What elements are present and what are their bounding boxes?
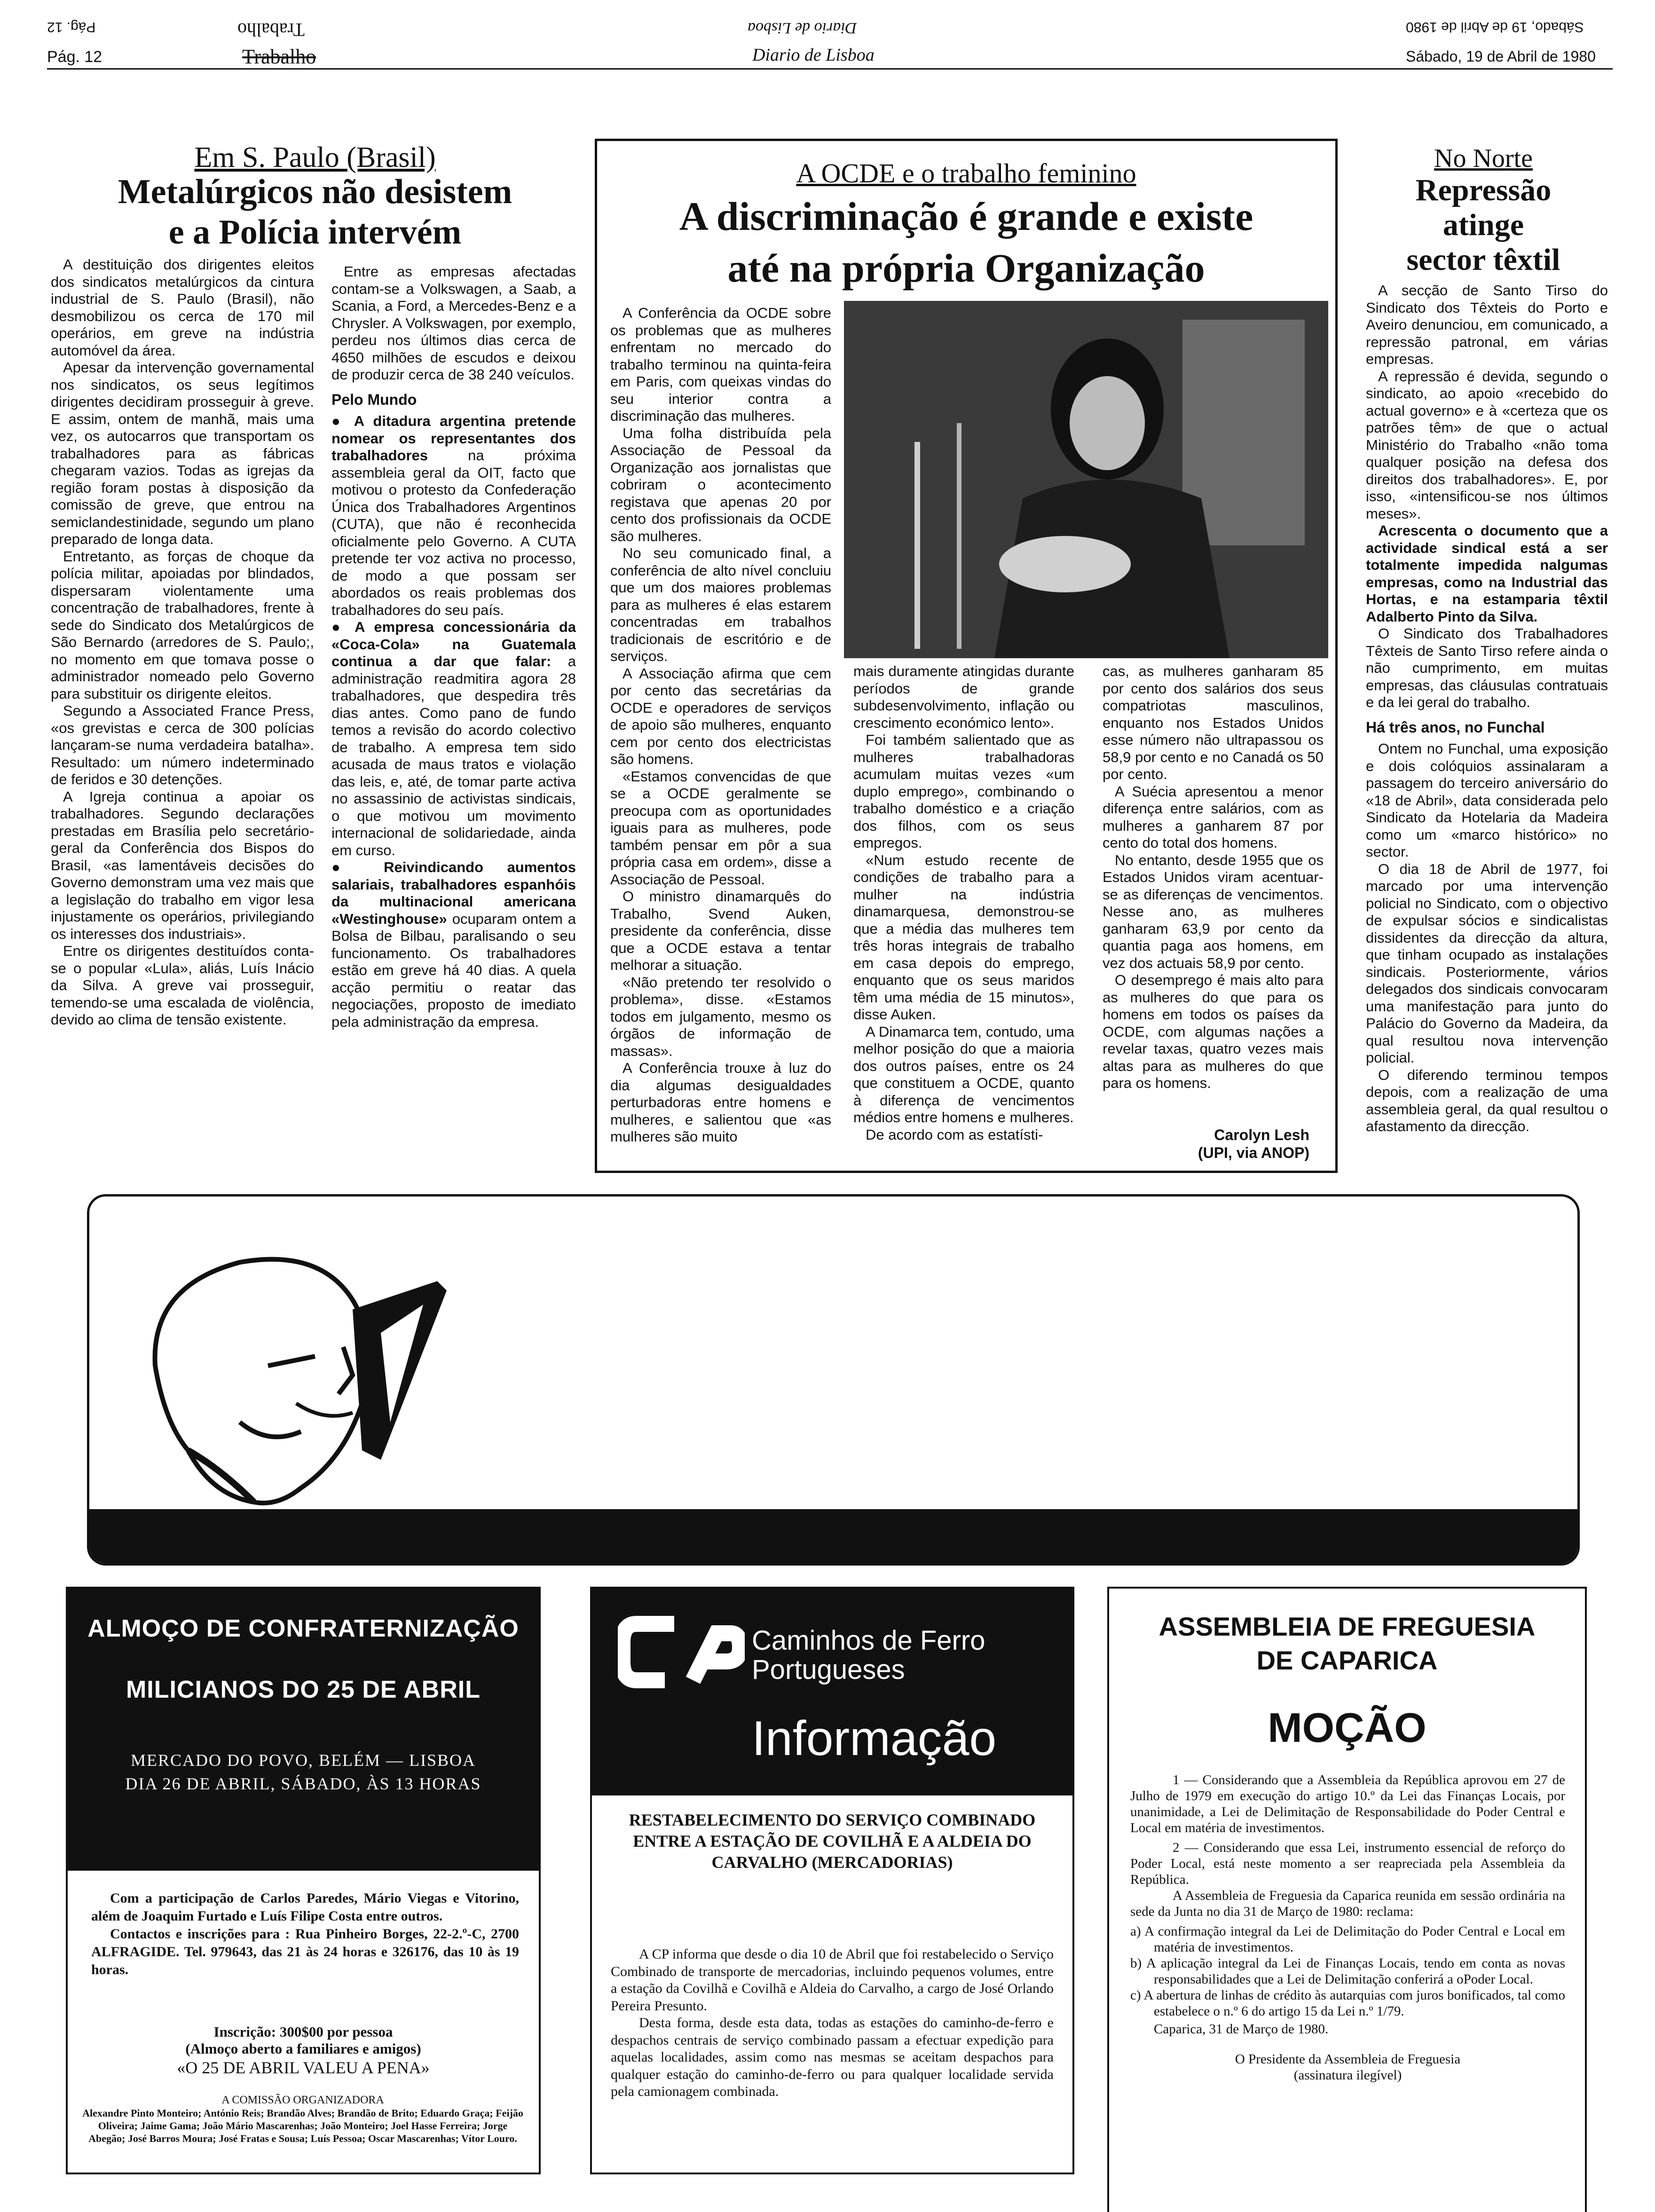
caparica-title-line1: ASSEMBLEIA DE FREGUESIA	[1158, 1612, 1536, 1641]
almoco-price-note: (Almoço aberto a familiares e amigos)	[185, 2040, 421, 2057]
paragraph: No seu comunicado final, a conferência de alto nível concluiu que um dos maiores problemas para as mulheres é elas estarem concentradas em trabalhos tradicionais de escritório e de serviços.	[610, 545, 831, 664]
article-title-line1: A discriminação é grande e existe	[679, 194, 1253, 239]
caparica-paragraph: A Assembleia de Freguesia da Caparica reunida em sessão ordinária na sede da Junta no dia 31 de Março de 1980: reclama:	[1130, 1888, 1565, 1919]
article-kicker: No Norte	[1434, 144, 1533, 173]
article-body-col1	[610, 305, 831, 1165]
mirror-paper: Diario de Lisboa	[748, 19, 857, 37]
paragraph: mais duramente atingidas durante períodos de grande subdesenvolvimento, inflação ou crescimento económico lento».	[853, 663, 1074, 731]
page-header	[0, 0, 1655, 80]
article-title-line3: sector têxtil	[1406, 243, 1560, 277]
paper-name: Diario de Lisboa	[752, 45, 875, 65]
article-title	[602, 190, 1331, 294]
almoco-place-line2: DIA 26 DE ABRIL, SÁBADO, ÀS 13 HORAS	[125, 1774, 481, 1793]
mirror-section: Trabalho	[237, 19, 305, 40]
caparica-title	[1109, 1610, 1585, 1677]
news-item-body: na próxima assembleia geral da OIT, facto que motivou o protesto da Confederação Única dos Trabalhadores Argentinos (CUTA), que não é reconhecida oficialmente pelo Governo. A CUTA pretende ter voz activa no processo, de modo a que possam ser abordados os reais problemas dos trabalhadores do seu país.	[331, 447, 576, 618]
paragraph: O desemprego é mais alto para as mulheres do que para os homens em todos os países da OCDE, com algumas nações a revelar taxas, quatro vezes mais altas para as mulheres do que para os homens.	[1103, 972, 1324, 1091]
news-item	[331, 619, 576, 859]
article-body	[1366, 282, 1608, 1185]
caparica-date: Caparica, 31 de Março de 1980.	[1154, 2022, 1329, 2037]
article-body-col1	[51, 256, 314, 1173]
caparica-signature	[1130, 2051, 1565, 2083]
caparica-item: b) A aplicação integral da Lei de Finanças Locais, tendo em conta as novas responsabilidades que a Lei de Delimitação conferirá a oPoder Local.	[1130, 1956, 1565, 1987]
signature-title: O Presidente da Assembleia de Freguesia	[1235, 2052, 1461, 2067]
page-label: Pág. 12	[47, 48, 102, 66]
almoco-title: ALMOÇO DE CONFRATERNIZAÇÃO	[87, 1615, 519, 1642]
paragraph: A secção de Santo Tirso do Sindicato dos Têxteis do Porto e Aveiro denunciou, em comunicado, a repressão patronal, em várias empresas.	[1366, 282, 1608, 367]
section-label: Trabalho	[242, 45, 316, 68]
almoco-ad	[66, 1587, 541, 2174]
news-item	[331, 859, 576, 1031]
paragraph: Uma folha distribuída pela Associação de Pessoal da Organização aos jornalistas que cobriram o acontecimento registava que apenas 20 por cento dos profissionais da OCDE são mulheres.	[610, 425, 831, 544]
almoco-place	[68, 1748, 539, 1795]
paragraph: Acrescenta o documento que a actividade sindical está a ser totalmente impedida nalgumas empresas, como na Industrial das Hortas, e na estamparia têxtil Adalberto Pinto da Silva.	[1366, 522, 1608, 625]
cp-headline: RESTABELECIMENTO DO SERVIÇO COMBINADO ENTRE A ESTAÇÃO DE COVILHÃ E A ALDEIA DO CARVALHO (MERCADORIAS)	[629, 1811, 1036, 1872]
mirror-page-label: Pág. 12	[47, 19, 96, 35]
paragraph: Entre os dirigentes destituídos conta-se o popular «Lula», aliás, Luís Inácio da Silva. A greve vai prosseguir, temendo-se uma escalada de violência, devido ao clima de tensão existente.	[51, 943, 314, 1028]
almoco-slogan: «O 25 DE ABRIL VALEU A PENA»	[177, 2058, 430, 2077]
paragraph: A Suécia apresentou a menor diferença entre salários, com as mulheres a ganharem 87 por cento do total dos homens.	[1103, 783, 1324, 851]
article-body-col2	[853, 663, 1074, 1166]
byline	[1103, 1126, 1309, 1162]
article-title-line1: Repressão	[1415, 173, 1552, 207]
news-item	[331, 413, 576, 619]
almoco-place-line1: MERCADO DO POVO, BELÉM — LISBOA	[130, 1751, 476, 1770]
news-item-body: ocuparam ontem a Bolsa de Bilbau, paralisando o seu funcionamento. Os trabalhadores estão em greve há 40 dias. A quela acção permitiu o reatar das negociações, proposto de imediato pela administração da empresa.	[331, 910, 576, 1030]
cp-name-line2: Portugueses	[752, 1654, 905, 1685]
cp-name-line1: Caminhos de Ferro	[752, 1625, 985, 1656]
paragraph: Apesar da intervenção governamental nos sindicatos, os seus legítimos dirigentes decidiram prosseguir à greve. E assim, ontem de manhã, mais uma vez, os autocarros que transportam os trabalhadores para as fábricas chegaram vazios. Todas as igrejas da região foram postas à disposição da comissão de greve, que entrou na semiclandestinidade, segundo um plano preparado de longa data.	[51, 359, 314, 547]
cp-info-title: Informação	[752, 1711, 997, 1766]
lenine-ad	[87, 1194, 1580, 1566]
paragraph: O ministro dinamarquês do Trabalho, Svend Auken, presidente da conferência, disse que a OCDE estava a tentar melhorar a situação.	[610, 888, 831, 973]
paragraph: A destituição dos dirigentes eleitos dos sindicatos metalúrgicos da cintura industrial de S. Paulo (Brasil), não desmobilizou os cerca de 170 mil operários, em greve na indústria automóvel da área.	[51, 256, 314, 359]
paragraph: A Conferência da OCDE sobre os problemas que as mulheres enfrentam no mercado do trabalho terminou na quinta-feira em Paris, com queixas vindas do seu interior contra a discriminação das mulheres.	[610, 305, 831, 424]
article-title-line2: até na própria Organização	[727, 245, 1205, 291]
article-kicker: Em S. Paulo (Brasil)	[194, 142, 436, 173]
caparica-title-line2: DE CAPARICA	[1256, 1645, 1438, 1675]
header-rule	[47, 68, 1613, 70]
lenine-footer-bar	[89, 1509, 1577, 1566]
almoco-committee	[82, 2094, 524, 2145]
almoco-inscricao	[68, 2023, 539, 2076]
paragraph: cas, as mulheres ganharam 85 por cento dos salários dos seus compatriotas masculinos, enquanto nos Estados Unidos esse número não ultrapassou os 58,9 por cento e no Canadá os 50 por cento.	[1103, 663, 1324, 782]
paragraph: O diferendo terminou tempos depois, com a realização de uma assembleia geral, da qual resultou o afastamento da direcção.	[1366, 1066, 1608, 1134]
mirror-date: Sábado, 19 de Abril de 1980	[1406, 19, 1584, 35]
byline-source: (UPI, via ANOP)	[1198, 1144, 1309, 1161]
paragraph: A Associação afirma que cem por cento das secretárias da OCDE e operadores de serviços de apoio são mulheres, enquanto cem por cento dos electricistas são homens.	[610, 665, 831, 767]
paragraph: Ontem no Funchal, uma exposição e dois colóquios assinalaram a passagem do terceiro aniversário do «18 de Abril», data considerada pelo Sindicato da Hotelaria da Madeira como um «marco histórico» no sector.	[1366, 740, 1608, 860]
news-item-lead: ● Reivindicando aumentos salariais, trabalhadores espanhóis da multinacional americana «Westinghouse»	[331, 859, 576, 927]
caparica-paragraph: 1 — Considerando que a Assembleia da República aprovou em 27 de Julho de 1979 em execução do artigo 10.º da Lei das Finanças Locais, por unanimidade, a Lei de Delimitação de Responsabilidade do Poder Central e Local em matéria de investimentos.	[1130, 1772, 1565, 1835]
paragraph: De acordo com as estatísti-	[866, 1126, 1043, 1143]
almoco-subtitle: MILICIANOS DO 25 DE ABRIL	[126, 1676, 481, 1703]
paragraph: Entre as empresas afectadas contam-se a Volkswagen, a Saab, a Scania, a Ford, a Mercedes-Benz e a Chrysler. A Volkswagen, por exemplo, perdeu nos últimos dias cerca de 4650 milhões de escudos e deixou de produzir cerca de 38 240 veículos.	[331, 263, 576, 383]
caparica-item: a) A confirmação integral da Lei de Delimitação do Poder Central e Local em matéria de investimentos.	[1130, 1924, 1565, 1955]
paragraph: Entretanto, as forças de choque da polícia militar, apoiadas por blindados, dispersaram violentamente uma concentração de trabalhadores, frente à sede do Sindicato dos Metalúrgicos de São Bernardo (arredores de S. Paulo;, no momento em que tomava posse o administrador nomeado pelo Governo para substituir os dirigente eleitos.	[51, 548, 314, 702]
paragraph: Segundo a Associated France Press, «os grevistas e cerca de 300 polícias lançaram-se numa verdadeira batalha». Resultado: um número indeterminado de feridos e 30 detenções.	[51, 702, 314, 787]
article-title-line2: e a Polícia intervém	[168, 213, 462, 252]
paragraph: A Dinamarca tem, contudo, uma melhor posição do que a maioria dos outros países, entre os 24 que constituem a OCDE, quanto à diferença de vencimentos médios entre homens e mulheres.	[853, 1023, 1074, 1126]
cp-paragraph: Desta forma, desde esta data, todas as estações do caminho-de-ferro e despachos centrais de serviço combinado passam a efectuar expedição para aquelas localidades, assim como nas mesmas se aceitam despachos para qualquer estação do caminho-de-ferro ou para qualquer localidade servida pela camionagem combinada.	[611, 2015, 1054, 2099]
cp-body	[611, 1946, 1054, 2101]
almoco-contacts: Contactos e inscrições para : Rua Pinheiro Borges, 22-2.º-C, 2700 ALFRAGIDE. Tel. 979643, das 21 às 24 horas e 326176, das 10 às 19 horas.	[91, 1926, 519, 1977]
almoco-price: Inscrição: 300$00 por pessoa	[213, 2023, 393, 2040]
photo-illustration	[844, 301, 1328, 658]
article-title-line1: Metalúrgicos não desistem	[118, 173, 512, 211]
cp-name	[752, 1626, 985, 1685]
caparica-body	[1130, 1772, 1565, 2083]
pelo-mundo-heading: Pelo Mundo	[331, 391, 417, 408]
news-item-body: a administração readmitira agora 28 trabalhadores, que despedira três dias antes. Como pano de fundo temos a revisão do acordo colectivo de trabalho. A empresa tem sido acusada de maus tratos e violação das leis, e, até, de tomar parte activa no assassinio de activistas sindicais, o que motivou um movimento internacional de solidariedade, ainda em curso.	[331, 653, 576, 858]
paragraph: Foi também salientado que as mulheres trabalhadoras acumulam muitas vezes «um duplo emprego», combinando o trabalho doméstico e a criação dos filhos, com os seus empregos.	[853, 732, 1074, 851]
paragraph: A Conferência trouxe à luz do dia algumas desigualdades perturbadoras entre homens e mulheres, e salientou que «as mulheres são muito	[610, 1060, 831, 1145]
paragraph: «Não pretendo ter resolvido o problema», disse. «Estamos todos em julgamento, mesmo os órgãos de informação de massas».	[610, 974, 831, 1059]
paragraph: A repressão é devida, segundo o sindicato, ao apoio «recebido do actual governo» e à «certeza que os patrões têm» de que o actual Ministério do Trabalho «não toma qualquer posição na defesa dos direitos dos trabalhadores». E, por isso, «intensificou-se nos últimos meses».	[1366, 368, 1608, 522]
committee-title: A COMISSÃO ORGANIZADORA	[221, 2094, 384, 2106]
signature-note: (assinatura ilegível)	[1293, 2068, 1402, 2083]
paragraph: O Sindicato dos Trabalhadores Têxteis de Santo Tirso refere ainda o não cumprimento, em muitas empresas, das cláusulas contratuais e da lei geral do trabalho.	[1366, 625, 1608, 710]
article-subheading: Há três anos, no Funchal	[1366, 718, 1545, 736]
article-kicker: A OCDE e o trabalho feminino	[796, 158, 1136, 189]
paragraph: «Num estudo recente de condições de trabalho para a mulher na indústria dinamarquesa, demonstrou-se que a média das mulheres tem três horas integrais de trabalho em casa depois do emprego, enquanto que os seus maridos têm uma média de 15 minutos», disse Auken.	[853, 851, 1074, 1023]
paragraph: A Igreja continua a apoiar os trabalhadores. Segundo declarações prestadas em Brasília pelo secretário-geral da Conferência dos Bispos do Brasil, «as lamentáveis decisões do Governo demonstram uma vez mais que a legislação do trabalho em vigor lesa injustamente os operários, privilegiando os interesses dos industriais».	[51, 788, 314, 942]
article-photo	[844, 301, 1328, 658]
paragraph: «Estamos convencidas de que se a OCDE geralmente se preocupa com as oportunidades iguais para as mulheres, pode também pensar em pôr a sua própria casa em ordem», disse a Associação de Pessoal.	[610, 768, 831, 888]
caparica-paragraph: 2 — Considerando que essa Lei, instrumento essencial de reforço do Poder Local, está neste momento a ser reapreciada pela Assembleia da República.	[1130, 1840, 1565, 1887]
article-title-line2: atinge	[1442, 208, 1524, 242]
cp-paragraph: A CP informa que desde o dia 10 de Abril que foi restabelecido o Serviço Combinado de transporte de mercadorias, incluindo pequenos volumes, entre a estação da Covilhã e Covilhã e Aldeia do Carvalho, a cargo de José Orlando Pereira Presunto.	[611, 1946, 1054, 2014]
article-title	[1356, 173, 1610, 277]
almoco-participants: Com a participação de Carlos Paredes, Mário Viegas e Vitorino, além de Joaquim Furtado e Luís Filipe Costa entre outros.	[91, 1890, 519, 1924]
paragraph: No entanto, desde 1955 que os Estados Unidos viram acentuar-se as diferenças de vencimentos. Nesse ano, as mulheres ganharam 63,9 por cento da quantia paga aos homens, em vez dos actuais 58,9 por cento.	[1103, 851, 1324, 971]
committee-names: Alexandre Pinto Monteiro; António Reis; Brandão Alves; Brandão de Brito; Eduardo Graça; Feijão Oliveira; Jaime Gama; João Mário Mascarenhas; João Monteiro; Joel Hasse Ferreira; Jorge Abegão; José Barros Moura; José Fratas e Sousa; Luís Pessoa; Oscar Mascarenhas; Vítor Louro.	[82, 2107, 523, 2144]
byline-author: Carolyn Lesh	[1214, 1126, 1309, 1143]
caparica-motion: MOÇÃO	[1268, 1704, 1426, 1751]
article-body-col2	[331, 263, 576, 1173]
paragraph: O dia 18 de Abril de 1977, foi marcado por uma intervenção policial no Sindicato, com o objectivo de expulsar sócios e sindicalistas dissidentes da direcção da altura, que tinham ocupado as instalações sindicais. Posteriormente, vários delegados dos sindicais convocaram uma manifestação para junto do Palácio do Governo da Madeira, da qual resultou nova intervenção policial.	[1366, 860, 1608, 1066]
news-item-lead: ● A empresa concessionária da «Coca-Cola» na Guatemala continua a dar que falar:	[331, 619, 576, 669]
cp-ad	[590, 1587, 1074, 2174]
article-title	[56, 172, 574, 252]
page-date: Sábado, 19 de Abril de 1980	[1406, 48, 1596, 65]
caparica-notice	[1107, 1587, 1587, 2212]
news-item-lead: ● A ditadura argentina pretende nomear os representantes dos trabalhadores	[331, 413, 576, 464]
cp-logo-icon	[618, 1614, 745, 1690]
article-body-col3	[1103, 663, 1324, 1124]
lenin-portrait-icon	[99, 1225, 456, 1516]
almoco-body	[91, 1889, 519, 1979]
caparica-item: c) A abertura de linhas de crédito às autarquias com juros bonificados, tal como estabelece o n.º 6 do artigo 15 da Lei n.º 1/79.	[1130, 1988, 1565, 2019]
